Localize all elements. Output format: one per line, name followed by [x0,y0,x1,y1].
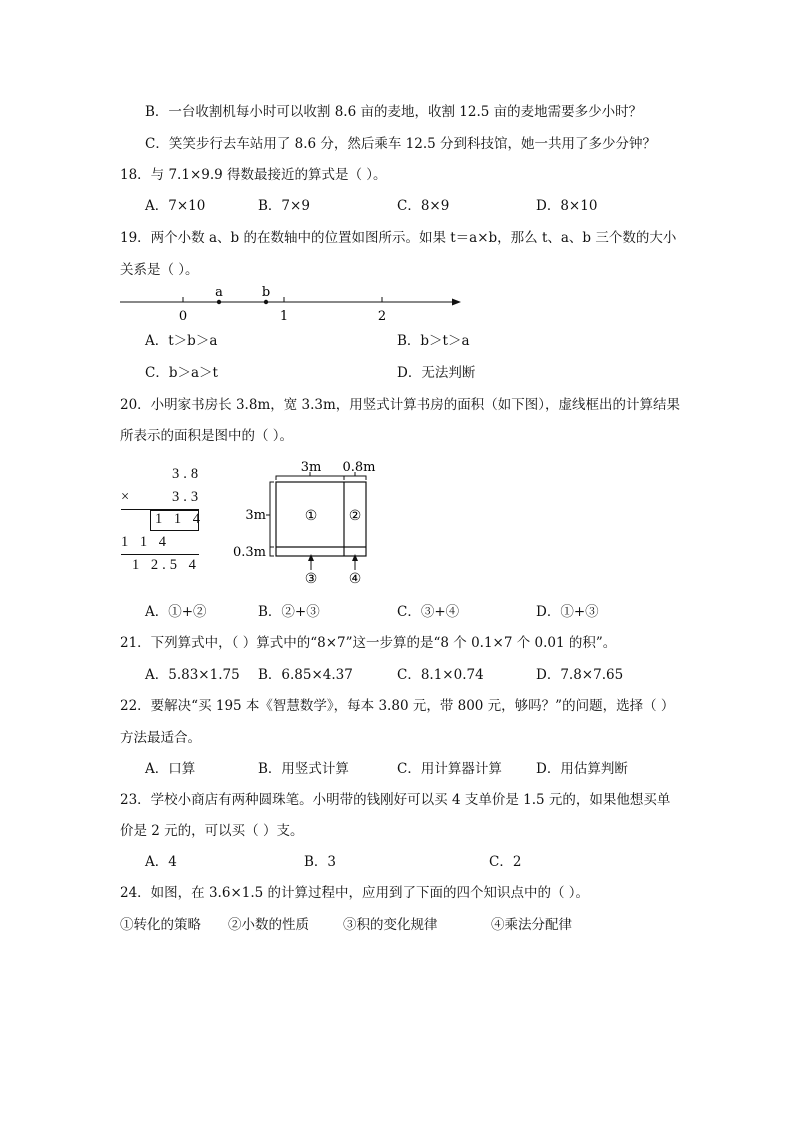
vm-row3: 1 1 4 [155,511,204,527]
q22-option-b: B．用竖式计算 [258,761,349,777]
q19-stem-line2: 关系是（ ）。 [120,262,199,278]
q18-stem: 18．与 7.1×9.9 得数最接近的算式是（ ）。 [120,167,387,183]
point-label-b: b [261,285,271,300]
tick-label-0: 0 [178,309,188,324]
q24-point-2: ②小数的性质 [228,917,309,933]
q24-point-1: ①转化的策略 [120,917,201,933]
q24-point-3: ③积的变化规律 [343,917,438,933]
q17-option-c: C．笑笑步行去车站用了 8.6 分，然后乘车 12.5 分到科技馆，她一共用了多少分钟？ [145,136,657,152]
q18-option-d: D．8×10 [536,198,598,214]
q21-stem: 21．下列算式中，（ ）算式中的“8×7”这一步算的是“8 个 0.1×7 个 0.01 的积”。 [120,635,617,651]
region-4-label: ④ [348,571,362,587]
q20-option-b: B．②+③ [258,604,320,620]
vm-row4: 1 1 4 [121,534,170,550]
q20-option-d: D．①+③ [536,604,599,620]
q20-stem-line1: 20．小明家书房长 3.8m，宽 3.3m，用竖式计算书房的面积（如下图），虚线框出的计算结果 [120,397,681,413]
vm-times-sign: × [121,489,134,505]
q23-stem-line2: 价是 2 元的，可以买（ ）支。 [120,823,304,839]
region-1-label: ① [304,508,318,524]
q18-option-a: A．7×10 [145,198,206,214]
q18-option-b: B．7×9 [258,198,310,214]
q19-option-c: C．b＞a＞t [145,365,218,381]
q19-stem-line1: 19．两个小数 a、b 的在数轴中的位置如图所示。如果 t＝a×b，那么 t、a、b 三个数的大小 [120,230,677,246]
dim-top-right: 0.8m [342,460,376,475]
q22-option-c: C．用计算器计算 [397,761,502,777]
vm-row1: 3.8 [172,466,203,482]
dim-side-top: 3m [245,508,266,523]
point-label-a: a [215,285,223,300]
q21-option-d: D．7.8×7.65 [536,667,624,683]
q22-stem-line1: 22．要解决“买 195 本《智慧数学》，每本 3.80 元，带 800 元，够吗？”的问题，选择（ ） [120,698,675,714]
q20-option-c: C．③+④ [397,604,460,620]
dim-top-left: 3m [300,460,322,475]
q19-option-b: B．b＞t＞a [397,333,470,349]
q22-stem-line2: 方法最适合。 [120,730,201,746]
region-3-label: ③ [304,571,318,587]
tick-label-1: 1 [279,309,289,324]
q23-stem-line1: 23．学校小商店有两种圆珠笔。小明带的钱刚好可以买 4 支单价是 1.5 元的，如果他想买单 [120,792,671,808]
q23-option-c: C．2 [489,854,522,870]
q18-option-c: C．8×9 [397,198,450,214]
q23-option-b: B．3 [304,854,337,870]
q23-option-a: A．4 [145,854,177,870]
q21-option-a: A．5.83×1.75 [145,667,240,683]
q24-point-4: ④乘法分配律 [491,917,572,933]
q22-option-a: A．口算 [145,761,196,777]
q21-option-b: B．6.85×4.37 [258,667,353,683]
q21-option-c: C．8.1×0.74 [397,667,484,683]
q20-stem-line2: 所表示的面积是图中的（ ）。 [120,428,294,444]
q24-stem: 24．如图，在 3.6×1.5 的计算过程中，应用到了下面的四个知识点中的（ ）。 [120,885,590,901]
tick-label-2: 2 [377,309,387,324]
q20-option-a: A．①+② [145,604,207,620]
dim-side-bottom: 0.3m [232,545,266,560]
vm-result: 1 2.5 4 [132,557,200,573]
q19-option-a: A．t＞b＞a [145,333,218,349]
q19-option-d: D．无法判断 [397,365,476,381]
q17-option-b: B．一台收割机每小时可以收割 8.6 亩的麦地，收割 12.5 亩的麦地需要多少小时？ [145,104,643,120]
vm-row2: 3.3 [172,489,203,505]
region-2-label: ② [348,508,362,524]
q22-option-d: D．用估算判断 [536,761,628,777]
